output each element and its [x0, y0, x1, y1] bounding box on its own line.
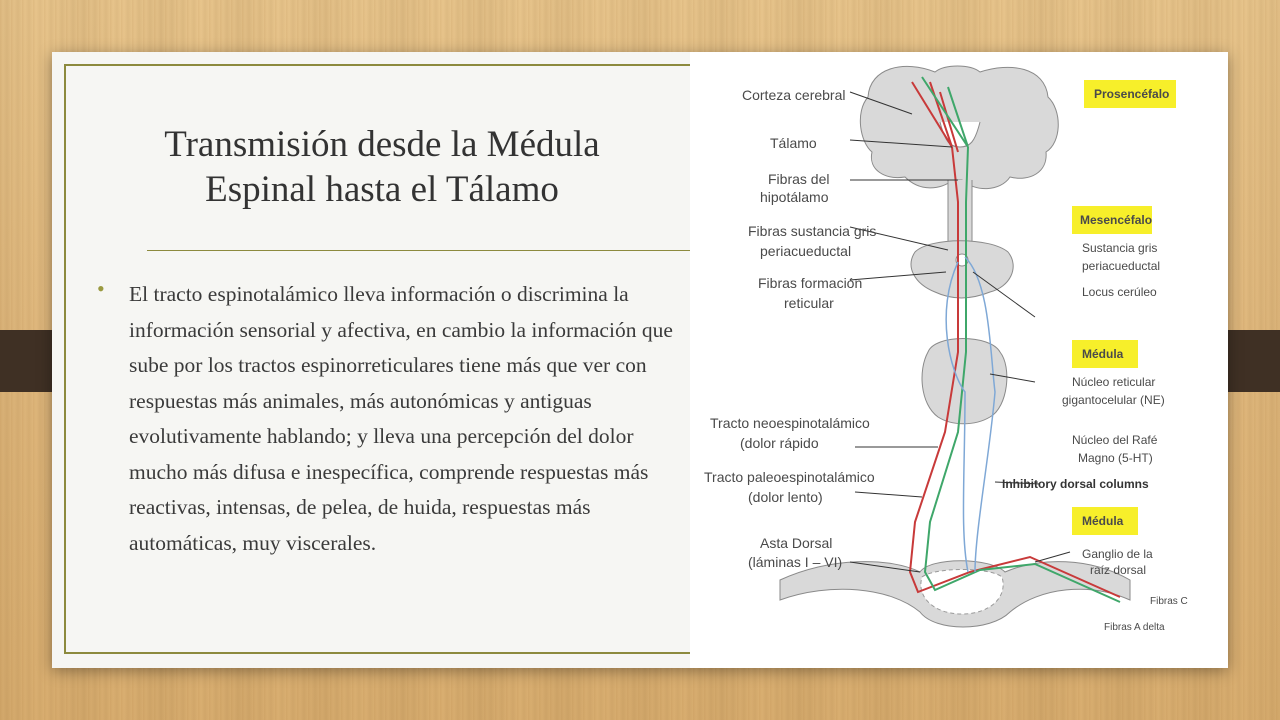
label-ganglio-2: raíz dorsal [1090, 563, 1147, 577]
label-formacion-1: Fibras formación [758, 275, 863, 291]
label-hipotalamo-1: Fibras del [768, 171, 830, 187]
label-ganglio-1: Ganglio de la [1082, 547, 1153, 561]
label-inhibitory: Inhibitory dorsal columns [1002, 477, 1149, 491]
label-hipotalamo-2: hipotálamo [760, 189, 829, 205]
title-divider [147, 250, 693, 251]
label-paleo-1: Tracto paleoespinotalámico [704, 469, 875, 485]
label-reticular-2: gigantocelular (NE) [1062, 393, 1165, 407]
brainstem-shape [948, 180, 972, 242]
label-asta-2: (láminas I – VI) [748, 554, 843, 570]
label-fibras-c: Fibras C [1150, 596, 1188, 607]
tag-medula-1: Médula [1082, 347, 1124, 361]
label-sustancia-gris-1: Sustancia gris [1082, 241, 1158, 255]
tag-prosencefalo: Prosencéfalo [1094, 87, 1170, 101]
label-locus: Locus cerúleo [1082, 285, 1157, 299]
label-sustancia-1: Fibras sustancia gris [748, 223, 877, 239]
midbrain-shape [911, 241, 1013, 298]
label-talamo: Tálamo [770, 135, 817, 151]
label-rafe-1: Núcleo del Rafé [1072, 433, 1158, 447]
slide-title [92, 122, 672, 212]
label-neo-2: (dolor rápido [740, 435, 819, 451]
title-line-1: Transmisión desde la Médula [164, 124, 600, 165]
label-paleo-2: (dolor lento) [748, 489, 823, 505]
wood-strap-right [1222, 330, 1280, 392]
label-formacion-2: reticular [784, 295, 834, 311]
bullet-icon: • [97, 276, 105, 301]
pain-pathway-diagram [690, 52, 1228, 668]
tag-mesencefalo: Mesencéfalo [1080, 213, 1153, 227]
label-neo-1: Tracto neoespinotalámico [710, 415, 870, 431]
title-line-2: Espinal hasta el Tálamo [205, 169, 559, 210]
label-asta-1: Asta Dorsal [760, 535, 833, 551]
label-sustancia-gris-2: periacueductal [1082, 259, 1161, 273]
label-rafe-2: Magno (5-HT) [1078, 451, 1153, 465]
label-corteza: Corteza cerebral [742, 87, 846, 103]
tag-medula-2: Médula [1082, 514, 1124, 528]
label-reticular-1: Núcleo reticular [1072, 375, 1156, 389]
bullet-paragraph: El tracto espinotalámico lleva información o discrimina la información sensorial y afectiva, en cambio la información que sube por los tractos espinorreticulares tiene más que ver con respuestas más animales, más autonómicas y antiguas evolutivamente hablando; y lleva una percepción del dolor mucho más difusa e inespecífica, comprende respuestas más reactivas, intensas, de pelea, de huida, respuestas más automáticas, muy viscerales. [129, 282, 673, 555]
label-sustancia-2: periacueductal [760, 243, 852, 259]
label-fibras-a: Fibras A delta [1104, 622, 1165, 633]
